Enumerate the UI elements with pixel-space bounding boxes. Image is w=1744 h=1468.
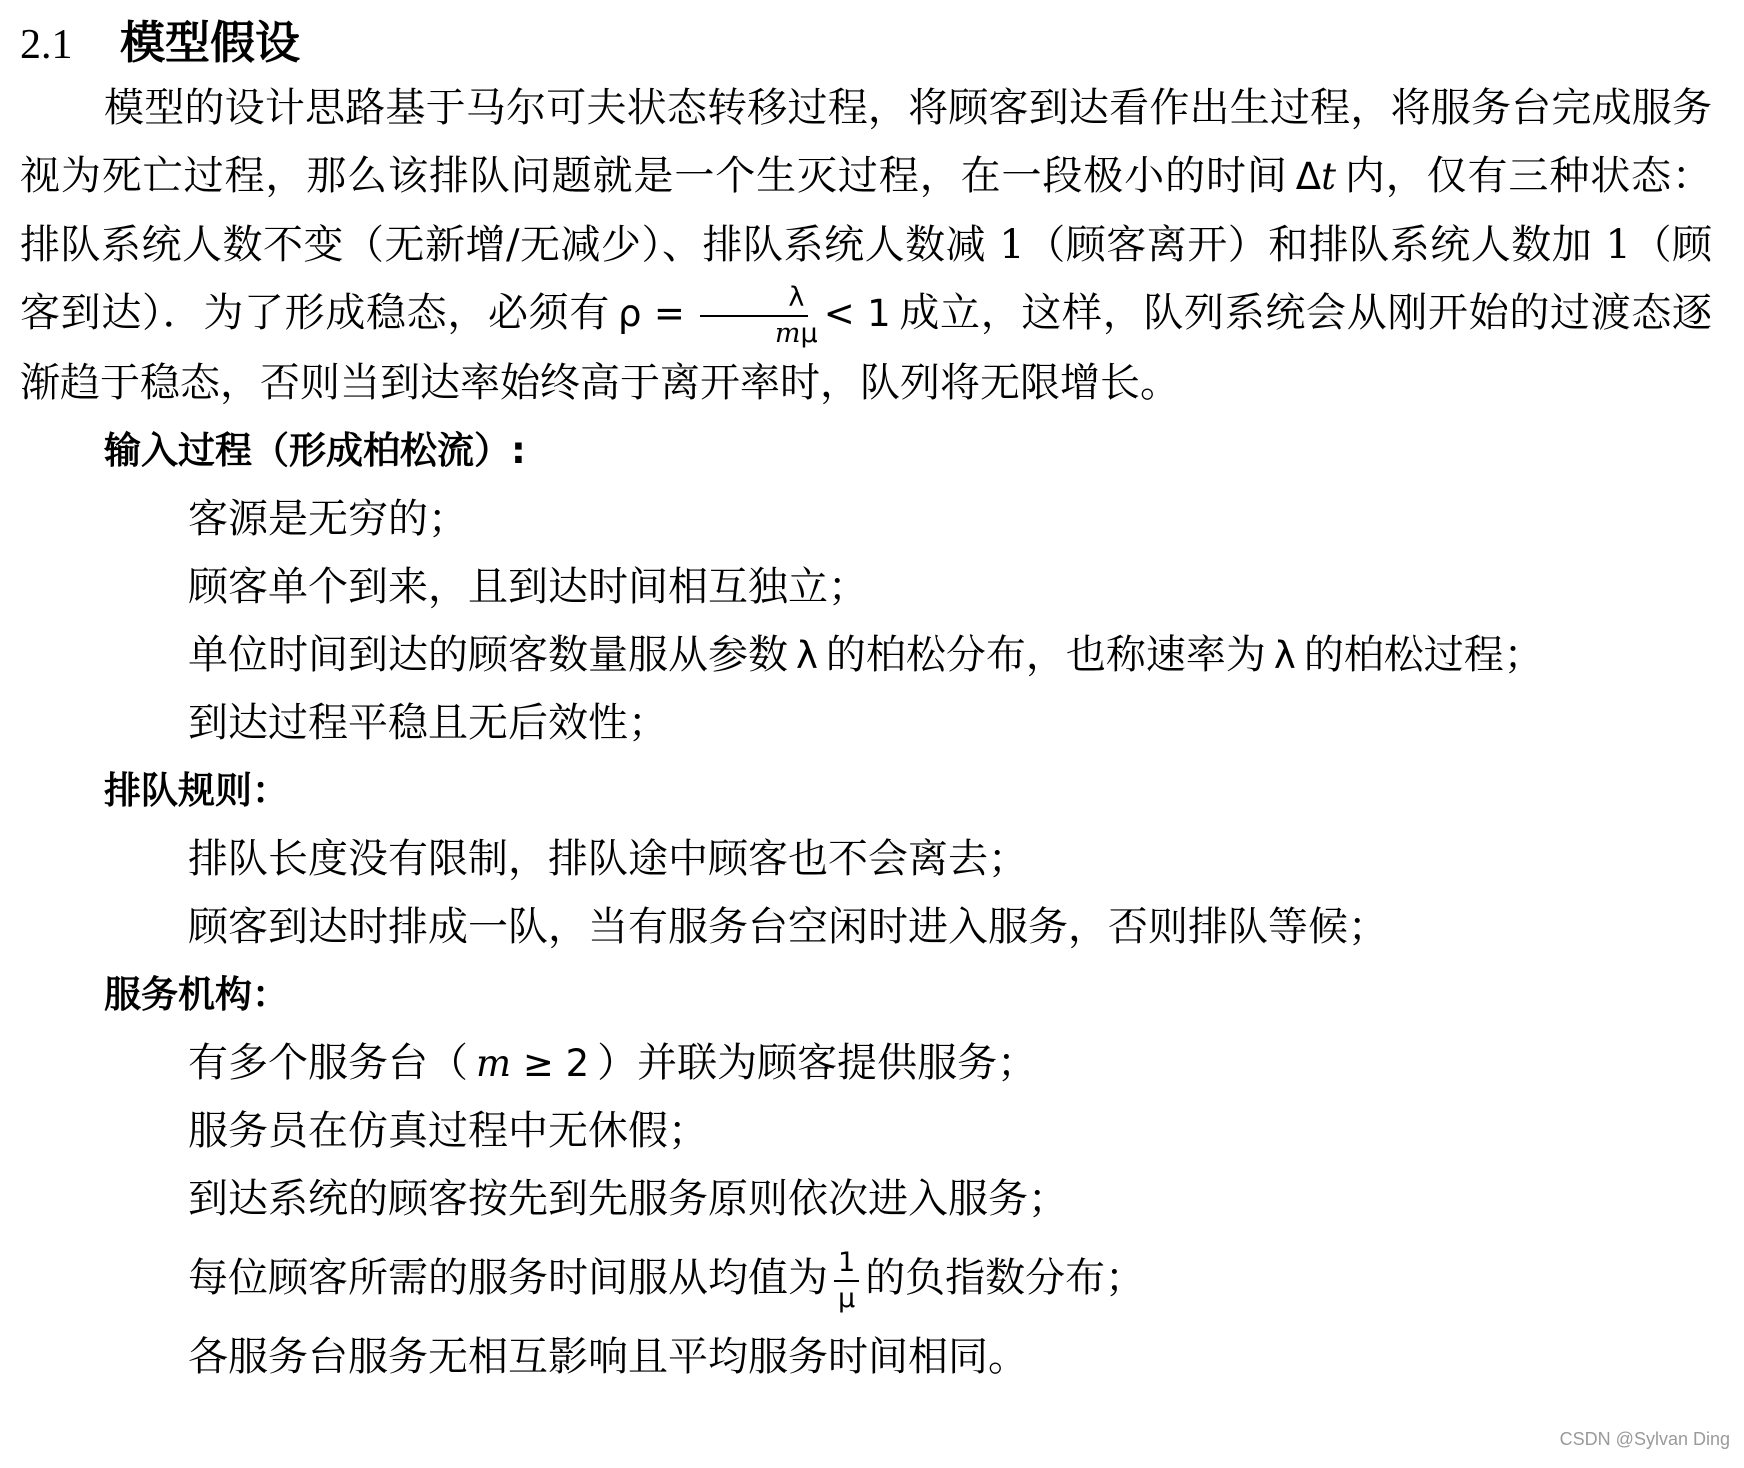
- mean-denominator: μ: [838, 1282, 856, 1314]
- rho-fraction: [691, 283, 818, 349]
- rho-numerator: λ: [700, 283, 808, 317]
- queue-item-1: 排队长度没有限制，排队途中顾客也不会离去；: [188, 835, 1028, 882]
- service-item-1: [188, 1029, 1712, 1097]
- service-item-2: 服务员在仿真过程中无休假；: [188, 1107, 708, 1154]
- rho-den-mu: μ: [800, 317, 818, 349]
- rho-denominator: [691, 317, 818, 349]
- service-item-1-text-b: ）并联为顾客提供服务；: [597, 1039, 1038, 1086]
- service-item-5: 各服务台服务无相互影响且平均服务时间相同。: [188, 1333, 1028, 1380]
- service-item-4-text-a: 每位顾客所需的服务时间服从均值为: [188, 1254, 828, 1301]
- lambda-symbol-2: λ: [1273, 633, 1296, 677]
- section-number: 2.1: [20, 22, 73, 68]
- service-label: 服务机构：: [104, 972, 289, 1016]
- intro-text-1: 模型的设计思路基于马尔可夫状态转移过程，将顾客到达看作出生过程，将服务台完成服务视为死亡过程，那么该排队问题就是一个生灭过程，在一段极小的时间: [20, 85, 1712, 199]
- mean-numerator: 1: [834, 1248, 859, 1282]
- input-item-3: [188, 621, 1712, 689]
- input-item-1: 客源是无穷的；: [188, 495, 468, 542]
- service-item-3: 到达系统的顾客按先到先服务原则依次进入服务；: [188, 1175, 1068, 1222]
- section-heading: [20, 6, 1712, 69]
- lambda-symbol: λ: [796, 633, 818, 677]
- input-item-4: 到达过程平稳且无后效性；: [188, 699, 668, 746]
- delta-var: t: [1321, 155, 1336, 198]
- mean-fraction: [834, 1248, 859, 1314]
- input-item-3-text-b: 的柏松分布，也称速率为: [825, 631, 1266, 678]
- rho-rhs: < 1: [823, 292, 891, 335]
- input-item-2: 顾客单个到来，且到达时间相互独立；: [188, 563, 868, 610]
- input-item-3-text-a: 单位时间到达的顾客数量服从参数: [188, 631, 788, 678]
- intro-paragraph: [20, 74, 1712, 417]
- m-var: m: [476, 1041, 512, 1085]
- rho-lhs: ρ =: [618, 292, 685, 335]
- queue-rules-label: 排队规则：: [104, 768, 289, 812]
- service-item-1-text-a: 有多个服务台（: [188, 1039, 468, 1086]
- intro-text-3: 成立，这样，队列系统会从刚开始的过渡态逐渐趋于稳态，否则当到达率始终高于离开率时，队列将无限增长。: [20, 290, 1713, 406]
- service-item-4-text-b: 的负指数分布；: [865, 1254, 1146, 1301]
- m-condition: [468, 1042, 597, 1085]
- intro-text-2: 内，仅有三种状态：排队系统人数不变（无新增/无减少）、排队系统人数减 1（顾客离开）和排队系统人数加 1（顾客到达）．为了形成稳态，必须有: [20, 153, 1713, 336]
- rho-formula: [610, 281, 899, 349]
- section-title: 模型假设: [120, 16, 301, 69]
- delta-symbol: Δ: [1295, 155, 1322, 198]
- m-cond: ≥ 2: [511, 1041, 590, 1085]
- queue-item-2: 顾客到达时排成一队，当有服务台空闲时进入服务，否则排队等候；: [188, 903, 1388, 950]
- rho-den-var: m: [774, 317, 801, 349]
- watermark: CSDN @Sylvan Ding: [1559, 1429, 1730, 1449]
- service-item-4: [188, 1233, 1712, 1323]
- input-process-label: 输入过程（形成柏松流）:: [104, 428, 526, 472]
- delta-t-formula: [1288, 155, 1344, 198]
- input-item-3-text-c: 的柏松过程；: [1303, 631, 1544, 678]
